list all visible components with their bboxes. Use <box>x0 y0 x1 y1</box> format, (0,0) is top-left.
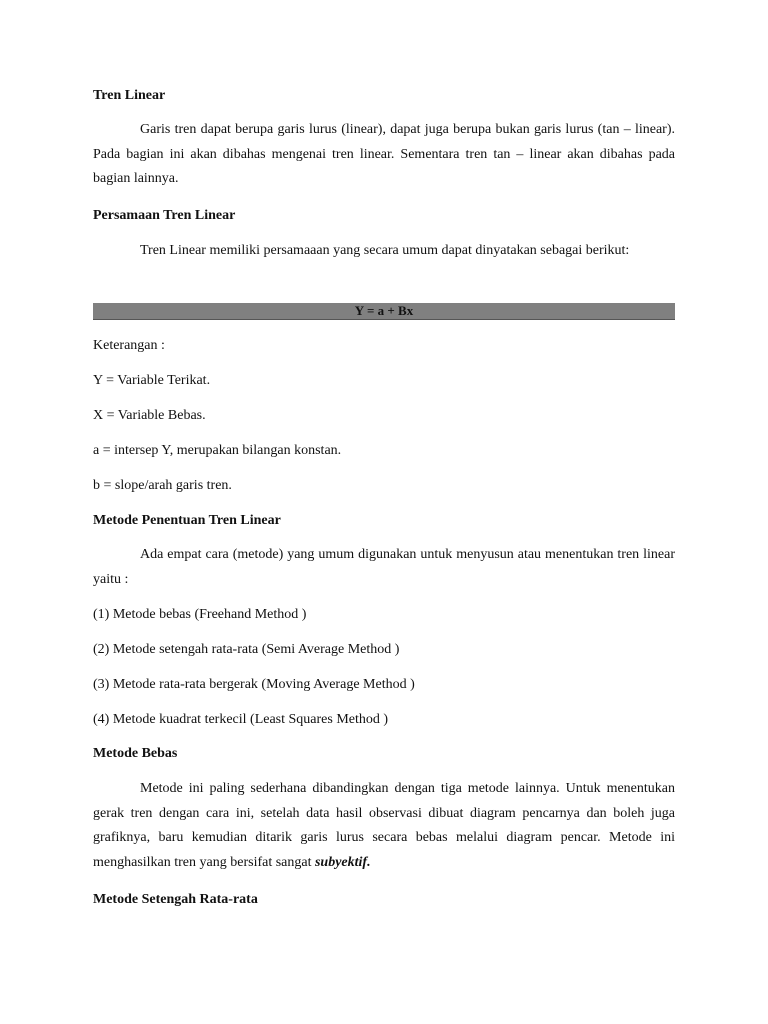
method-item: (3) Metode rata-rata bergerak (Moving Average Method ) <box>93 677 415 692</box>
paragraph-metode: Ada empat cara (metode) yang umum digunakan untuk menyusun atau menentukan tren linear yaitu : <box>93 547 675 587</box>
heading-persamaan: Persamaan Tren Linear <box>93 208 236 223</box>
formula-box: Y = a + Bx <box>93 303 675 320</box>
method-item: (1) Metode bebas (Freehand Method ) <box>93 607 307 622</box>
legend-item: a = intersep Y, merupakan bilangan konstan. <box>93 443 342 458</box>
heading-tren-linear: Tren Linear <box>93 88 166 103</box>
paragraph-metode-bebas <box>93 777 675 875</box>
method-item: (2) Metode setengah rata-rata (Semi Average Method ) <box>93 642 400 657</box>
method-item: (4) Metode kuadrat terkecil (Least Squares Method ) <box>93 712 389 727</box>
paragraph-persamaan: Tren Linear memiliki persamaaan yang secara umum dapat dinyatakan sebagai berikut: <box>140 243 630 258</box>
paragraph-text: Metode ini paling sederhana dibandingkan dengan tiga metode lainnya. Untuk menentukan gerak tren dengan cara ini, setelah data hasil observasi dibuat diagram pencarnya dan boleh juga grafiknya, baru kemudian ditarik garis lurus secara bebas melalui diagram pencar. Metode ini menghasilkan tren yang bersifat sangat <box>93 781 675 870</box>
heading-metode-bebas: Metode Bebas <box>93 746 178 761</box>
legend-item: X = Variable Bebas. <box>93 408 206 423</box>
legend-item: Y = Variable Terikat. <box>93 373 211 388</box>
keterangan-label: Keterangan : <box>93 338 165 353</box>
paragraph-intro: Garis tren dapat berupa garis lurus (linear), dapat juga berupa bukan garis lurus (tan – linear). Pada bagian ini akan dibahas mengenai tren linear. Sementara tren tan – linear akan dibahas pada bagian lainnya. <box>93 122 675 186</box>
legend-item: b = slope/arah garis tren. <box>93 478 232 493</box>
heading-metode-setengah: Metode Setengah Rata-rata <box>93 892 258 907</box>
emphasis-subyektif: subyektif. <box>314 854 371 870</box>
heading-metode-penentuan: Metode Penentuan Tren Linear <box>93 513 281 528</box>
